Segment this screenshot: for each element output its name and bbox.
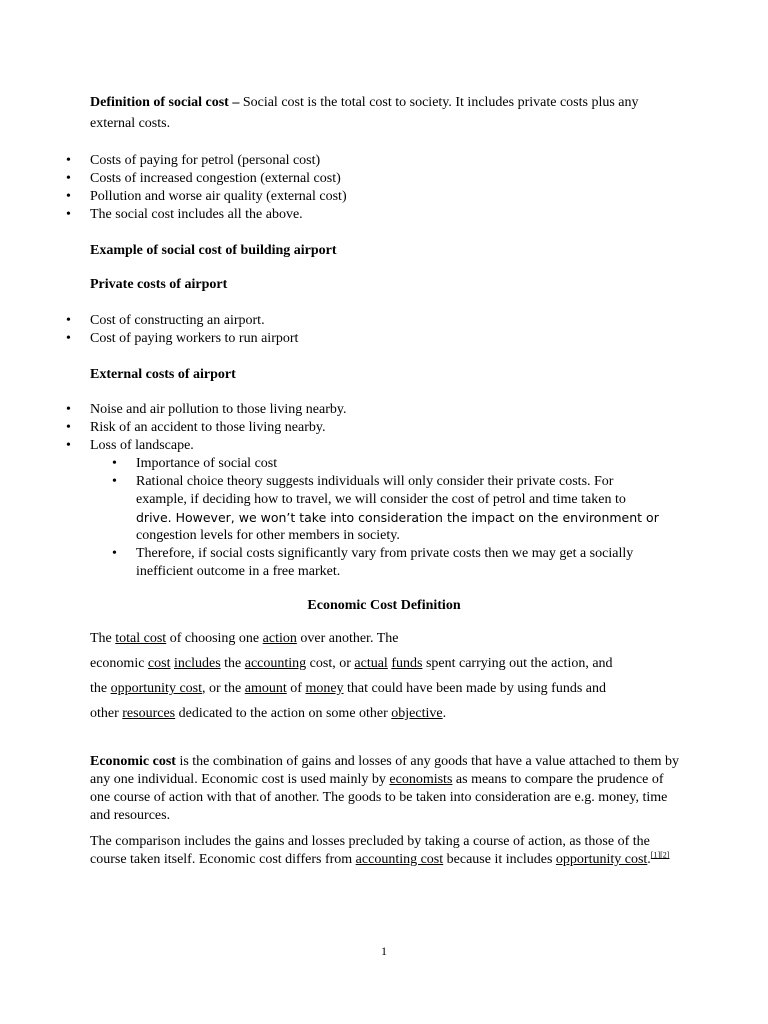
econ-def-line-3: the opportunity cost, or the amount of money that could have been made by using funds and [90,681,606,696]
bullet-icon: • [66,153,71,168]
private-costs-list [66,312,690,348]
link-total-cost[interactable]: total cost [115,631,167,646]
list-item: • Loss of landscape. [66,438,194,453]
external-costs-heading: External costs of airport [90,367,236,382]
econ-def-line-2: economic cost includes the accounting cost, or actual funds spent carrying out the action, and [90,656,613,671]
link-amount[interactable]: amount [244,681,287,696]
bullet-icon: • [112,474,117,489]
economic-cost-paragraph: Economic cost is the combination of gains and losses of any goods that have a value attached to them by any one individual. Economic cost is used mainly by economists as means to compare the prudence of one course of action with that of another. The goods to be taken into consideration are e.g. money, time and resources. [90,754,680,823]
list-item: • Costs of increased congestion (external cost) [66,171,341,186]
airport-example-heading: Example of social cost of building airport [90,243,337,258]
importance-list [112,455,696,581]
bullet-icon: • [66,402,71,417]
external-costs-list [66,401,690,455]
bullet-icon: • [66,438,71,453]
list-item: • Importance of social cost [112,456,278,471]
list-item: • Costs of paying for petrol (personal cost) [66,153,321,168]
bullet-icon: • [66,189,71,204]
bullet-icon: • [112,456,117,471]
link-action[interactable]: action [262,631,297,646]
list-item: • Cost of paying workers to run airport [66,331,299,346]
link-resources[interactable]: resources [122,706,176,721]
definition-text: Social cost is the total cost to society. It includes private costs plus any external costs. [90,95,639,131]
list-item: • Cost of constructing an airport. [66,313,265,328]
bullet-icon: • [112,546,117,561]
link-accounting-cost[interactable]: accounting cost [355,852,444,867]
page-number: 1 [381,944,387,958]
link-economists[interactable]: economists [389,772,453,787]
comparison-paragraph: The comparison includes the gains and losses precluded by taking a course of action, as those of the course taken itself. Economic cost differs from accounting cost because it includes opportunity cost.[1][2] [90,834,670,867]
link-opportunity-cost-2[interactable]: opportunity cost [555,852,648,867]
social-cost-definition [90,92,675,134]
link-objective[interactable]: objective [391,706,443,721]
link-funds[interactable]: funds [391,656,423,671]
list-item: • Rational choice theory suggests individuals will only consider their private costs. For example, if deciding how to travel, we will consider the cost of petrol and time taken to drive. However, we won’t take into consideration the impact on the environment or congestion levels for other members in society. [112,474,659,543]
econ-def-line-1: The total cost of choosing one action over another. The [90,631,399,646]
list-item: • The social cost includes all the above. [66,207,303,222]
social-cost-list [66,152,690,224]
link-money[interactable]: money [305,681,344,696]
bullet-icon: • [66,171,71,186]
link-opportunity-cost[interactable]: opportunity cost [110,681,202,696]
link-accounting[interactable]: accounting [244,656,307,671]
list-item: • Pollution and worse air quality (external cost) [66,189,347,204]
link-includes[interactable]: includes [173,656,221,671]
list-item: • Risk of an accident to those living nearby. [66,420,326,435]
list-item: • Therefore, if social costs significantly vary from private costs then we may get a socially inefficient outcome in a free market. [112,546,634,579]
link-cost[interactable]: cost [147,656,171,671]
bullet-icon: • [66,331,71,346]
economic-cost-definition-heading: Economic Cost Definition [307,598,461,613]
reference-link[interactable]: [1][2] [650,850,670,860]
link-actual[interactable]: actual [354,656,388,671]
definition-label: Definition of social cost – [90,95,240,110]
bullet-icon: • [66,420,71,435]
bullet-icon: • [66,313,71,328]
econ-def-line-4: other resources dedicated to the action on some other objective. [90,706,447,721]
private-costs-heading: Private costs of airport [90,277,228,292]
list-item: • Noise and air pollution to those living nearby. [66,402,347,417]
bullet-icon: • [66,207,71,222]
